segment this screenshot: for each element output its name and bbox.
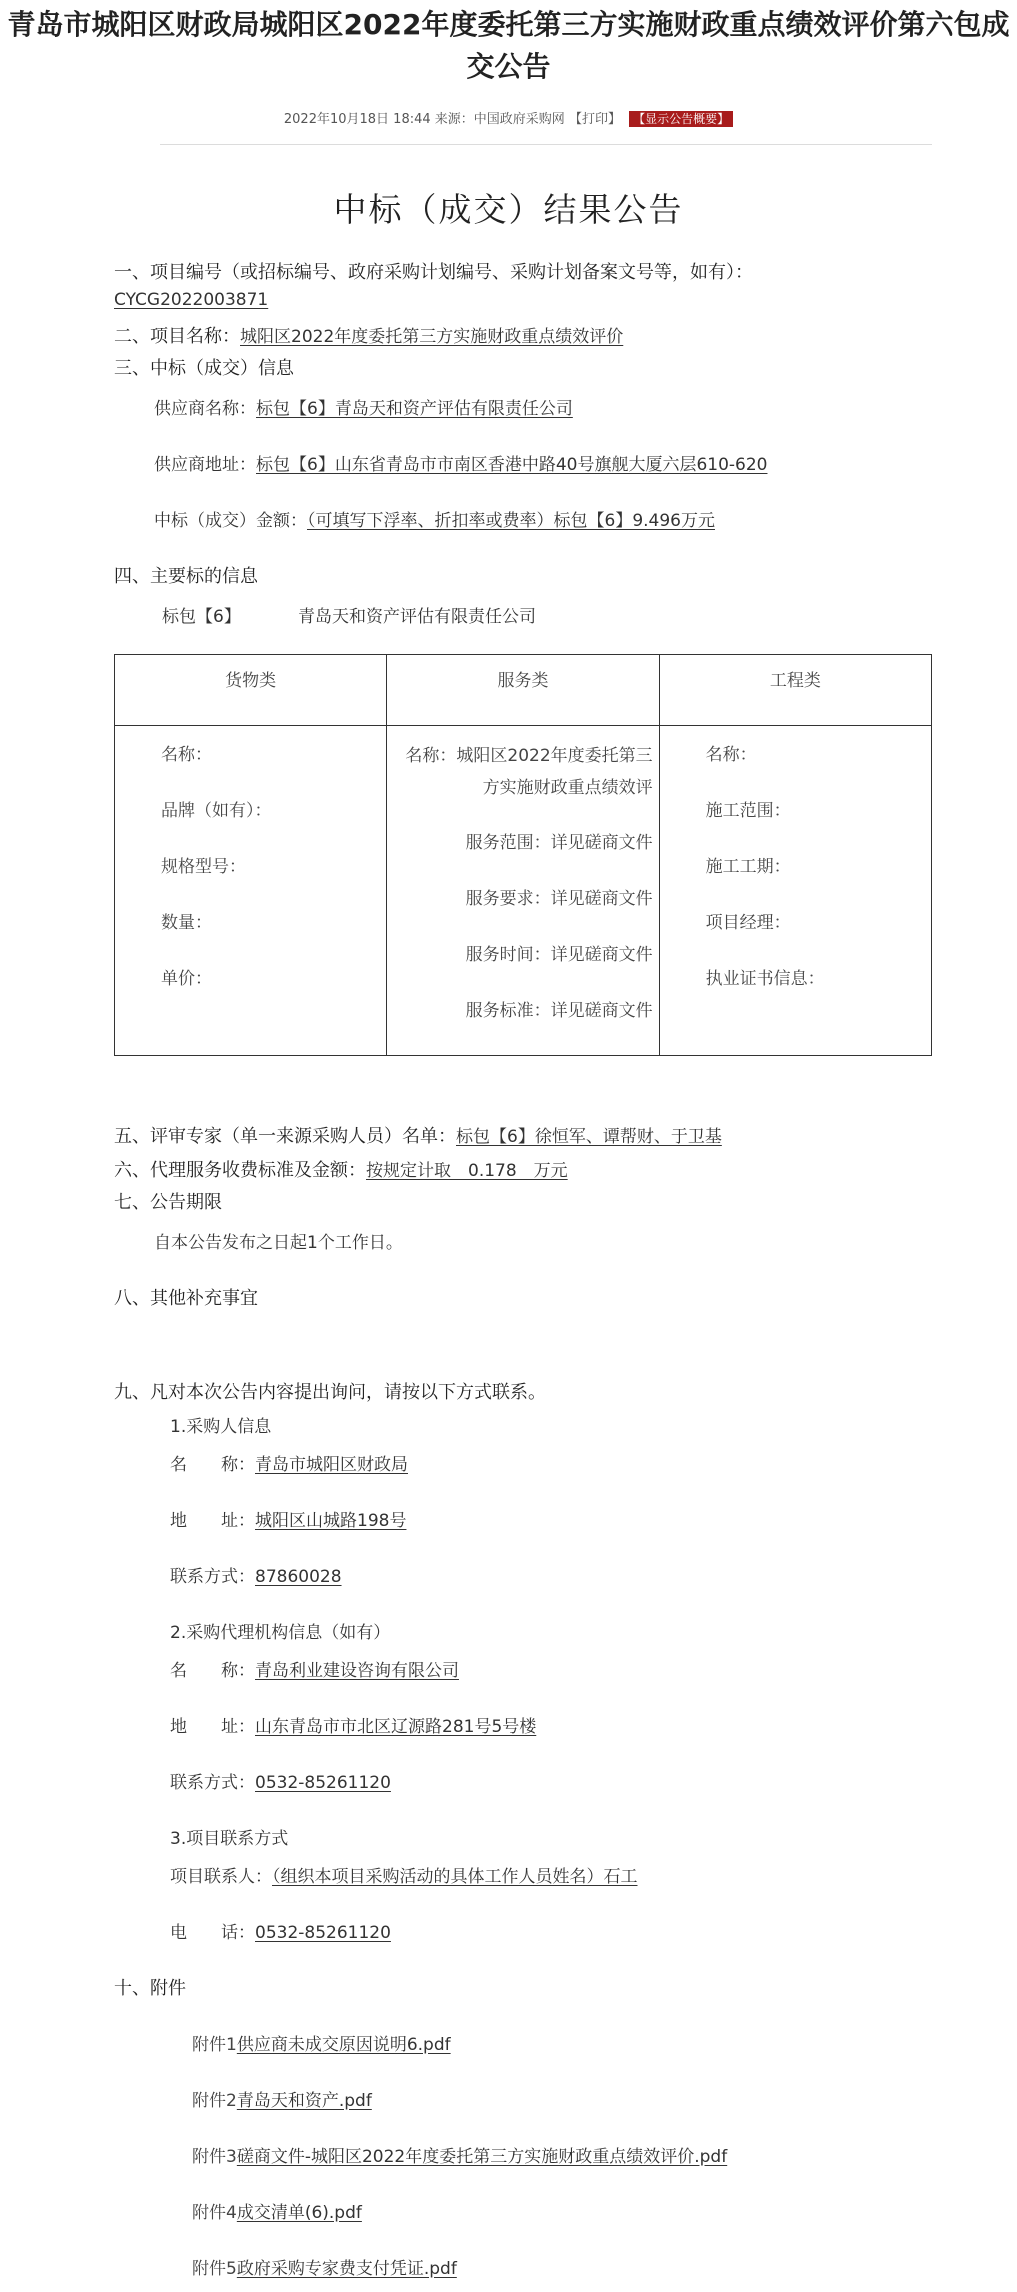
show-summary-button[interactable]: 【显示公告概要】	[629, 111, 733, 127]
purchaser-address-label: 地 址：	[170, 1511, 255, 1531]
amount-label: 中标（成交）金额：	[154, 511, 307, 531]
amount-value: （可填写下浮率、折扣率或费率）标包【6】9.496万元	[307, 511, 715, 531]
project-contact-title: 3.项目联系方式	[170, 1829, 289, 1849]
engineering-scope: 施工范围：	[705, 801, 791, 821]
attachment-prefix: 附件1	[192, 2035, 237, 2055]
section-10-label: 十、附件	[114, 1978, 186, 1999]
page-title: 青岛市城阳区财政局城阳区2022年度委托第三方实施财政重点绩效评价第六包成交公告	[7, 8, 1010, 83]
attachment-prefix: 附件5	[192, 2259, 237, 2279]
service-standard: 服务标准：详见磋商文件	[465, 1001, 653, 1021]
engineering-period: 施工工期：	[705, 857, 791, 877]
project-name: 城阳区2022年度委托第三方实施财政重点绩效评价	[240, 327, 624, 347]
purchaser-phone: 87860028	[255, 1567, 342, 1587]
agency-fee: 按规定计取 0.178 万元	[366, 1161, 568, 1181]
agency-name-label: 名 称：	[170, 1661, 255, 1681]
section-8-label: 八、其他补充事宜	[114, 1288, 258, 1309]
project-contact-row	[170, 1862, 638, 1887]
agency-address-row	[170, 1712, 536, 1737]
goods-quantity: 数量：	[161, 913, 212, 933]
supplier-address: 标包【6】山东省青岛市市南区香港中路40号旗舰大厦六层610-620	[256, 455, 768, 475]
section-9-label: 九、凡对本次公告内容提出询问，请按以下方式联系。	[114, 1382, 546, 1403]
supplier-name-row	[154, 394, 573, 419]
purchaser-title: 1.采购人信息	[170, 1417, 272, 1437]
engineering-cell	[659, 726, 931, 1056]
section-5-label: 五、评审专家（单一来源采购人员）名单：	[114, 1126, 456, 1147]
print-link[interactable]: 【打印】	[568, 112, 621, 127]
section-2-label: 二、项目名称：	[114, 326, 240, 347]
article-meta	[0, 108, 1017, 127]
goods-price: 单价：	[161, 969, 212, 989]
agency-phone: 0532-85261120	[255, 1773, 391, 1793]
supplier-name: 标包【6】青岛天和资产评估有限责任公司	[256, 399, 573, 419]
attachment-5	[192, 2254, 457, 2279]
notice-period: 自本公告发布之日起1个工作日。	[154, 1233, 403, 1253]
purchaser-address-row	[170, 1506, 406, 1531]
purchaser-name-label: 名 称：	[170, 1455, 255, 1475]
service-scope: 服务范围：详见磋商文件	[465, 833, 653, 853]
header-engineering: 工程类	[659, 655, 931, 726]
experts: 标包【6】徐恒军、谭帮财、于卫基	[456, 1127, 722, 1147]
project-phone: 0532-85261120	[255, 1923, 391, 1943]
purchaser-name-row	[170, 1450, 408, 1475]
publish-date: 2022年10月18日 18:44	[283, 112, 431, 127]
agency-contact-label: 联系方式：	[170, 1773, 255, 1793]
agency-name-row	[170, 1656, 459, 1681]
service-requirement: 服务要求：详见磋商文件	[465, 889, 653, 909]
attachment-prefix: 附件3	[192, 2147, 237, 2167]
attachment-prefix: 附件2	[192, 2091, 237, 2111]
attachment-link[interactable]: 政府采购专家费支付凭证.pdf	[236, 2259, 457, 2279]
section-7-label: 七、公告期限	[114, 1192, 222, 1213]
purchaser-contact-row	[170, 1562, 342, 1587]
attachment-link[interactable]: 成交清单(6).pdf	[236, 2203, 362, 2223]
section-1-label: 一、项目编号（或招标编号、政府采购计划编号、采购计划备案文号等，如有）：	[114, 262, 753, 283]
project-contact-person: （组织本项目采购活动的具体工作人员姓名）石工	[272, 1867, 638, 1887]
service-name: 名称：城阳区2022年度委托第三方实施财政重点绩效评	[405, 746, 653, 798]
engineering-certificate: 执业证书信息：	[705, 969, 825, 989]
purchaser-contact-label: 联系方式：	[170, 1567, 255, 1587]
header-goods: 货物类	[115, 655, 387, 726]
engineering-manager: 项目经理：	[705, 913, 791, 933]
section-5	[114, 1122, 722, 1148]
attachment-2	[192, 2086, 372, 2111]
section-3-label: 三、中标（成交）信息	[114, 358, 294, 379]
agency-contact-row	[170, 1768, 391, 1793]
engineering-name: 名称：	[705, 745, 757, 765]
agency-address: 山东青岛市市北区辽源路281号5号楼	[255, 1717, 537, 1737]
purchaser-address: 城阳区山城路198号	[255, 1511, 407, 1531]
agency-name: 青岛利业建设咨询有限公司	[255, 1661, 459, 1681]
goods-spec: 规格型号：	[161, 857, 246, 877]
goods-cell	[115, 726, 387, 1056]
project-contact-label: 项目联系人：	[170, 1867, 272, 1887]
attachment-4	[192, 2198, 362, 2223]
purchaser-name: 青岛市城阳区财政局	[255, 1455, 408, 1475]
goods-name: 名称：	[161, 745, 212, 765]
agency-title: 2.采购代理机构信息（如有）	[170, 1623, 391, 1643]
agency-address-label: 地 址：	[170, 1717, 255, 1737]
attachment-3	[192, 2142, 727, 2167]
attachment-link[interactable]: 青岛天和资产.pdf	[236, 2091, 372, 2111]
header-service: 服务类	[387, 655, 659, 726]
supplier-address-label: 供应商地址：	[154, 455, 256, 475]
package-company: 青岛天和资产评估有限责任公司	[298, 607, 536, 627]
attachment-link[interactable]: 供应商未成交原因说明6.pdf	[236, 2035, 451, 2055]
attachment-1	[192, 2030, 451, 2055]
notice-heading: 中标（成交）结果公告	[333, 190, 684, 229]
attachment-prefix: 附件4	[192, 2203, 237, 2223]
section-6	[114, 1156, 568, 1182]
service-cell	[387, 726, 659, 1056]
project-number: CYCG2022003871	[114, 290, 269, 310]
divider	[160, 144, 932, 145]
section-4-label: 四、主要标的信息	[114, 566, 258, 587]
project-phone-row	[170, 1918, 391, 1943]
source: 来源：中国政府采购网	[434, 112, 565, 127]
attachment-link[interactable]: 磋商文件-城阳区2022年度委托第三方实施财政重点绩效评价.pdf	[236, 2147, 728, 2167]
subject-table	[114, 654, 932, 1056]
supplier-address-row	[154, 450, 767, 475]
package-label: 标包【6】	[162, 607, 241, 627]
goods-brand: 品牌（如有）：	[161, 801, 272, 821]
project-phone-label: 电 话：	[170, 1923, 255, 1943]
service-time: 服务时间：详见磋商文件	[465, 945, 653, 965]
supplier-name-label: 供应商名称：	[154, 399, 256, 419]
section-6-label: 六、代理服务收费标准及金额：	[114, 1160, 366, 1181]
section-2	[114, 322, 623, 348]
amount-row	[154, 506, 715, 531]
